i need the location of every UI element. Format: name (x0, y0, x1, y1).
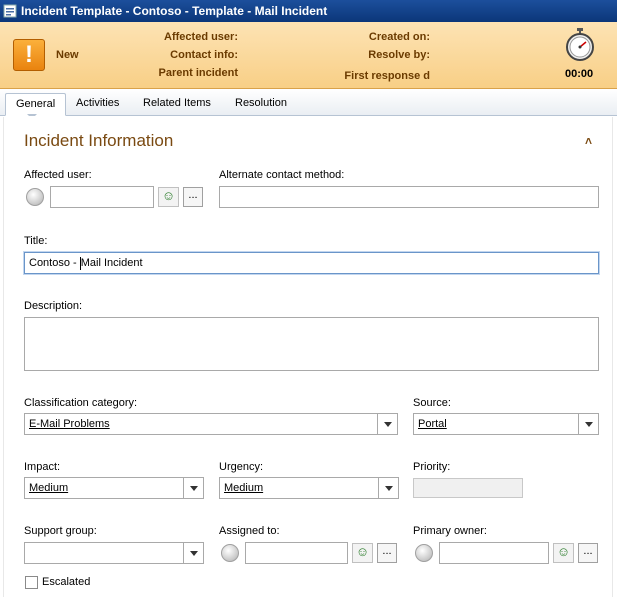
tab-bar (0, 89, 617, 116)
classification-value: E-Mail Problems (29, 418, 110, 430)
user-status-icon (26, 188, 44, 206)
primary-owner-more-button[interactable]: ... (578, 543, 598, 563)
source-select[interactable] (413, 413, 599, 435)
priority-field (413, 478, 523, 498)
affected-user-header-label: Affected user: (164, 31, 238, 43)
impact-select[interactable] (24, 477, 204, 499)
description-label: Description: (24, 300, 83, 312)
chevron-down-icon[interactable] (183, 478, 203, 498)
parent-incident-header-label: Parent incident (158, 67, 238, 79)
user-status-icon (221, 544, 239, 562)
source-label: Source: (413, 397, 451, 409)
description-textarea[interactable] (24, 317, 599, 371)
tab-activities[interactable]: Activities (76, 97, 120, 109)
tab-related-items[interactable]: Related Items (143, 97, 211, 109)
escalated-checkbox[interactable] (25, 576, 38, 589)
affected-user-input[interactable] (50, 186, 154, 208)
classification-select[interactable] (24, 413, 398, 435)
support-group-select[interactable] (24, 542, 204, 564)
urgency-select[interactable] (219, 477, 399, 499)
primary-owner-label: Primary owner: (413, 525, 487, 537)
impact-label: Impact: (24, 461, 61, 473)
incident-header (0, 22, 617, 89)
stopwatch-icon (564, 28, 596, 62)
title-value-start: Contoso - (29, 257, 80, 269)
section-title: Incident Information (24, 131, 174, 150)
impact-value: Medium (29, 482, 69, 494)
alert-icon: ! (13, 39, 45, 71)
title-value-end: Mail Incident (80, 257, 143, 269)
first-response-header-label: First response d (344, 70, 430, 82)
source-value: Portal (418, 418, 447, 430)
priority-label: Priority: (413, 461, 451, 473)
chevron-down-icon[interactable] (183, 543, 203, 563)
incident-form-icon (3, 4, 17, 18)
tab-general[interactable]: General (5, 93, 66, 116)
primary-owner-input[interactable] (439, 542, 549, 564)
affected-user-more-button[interactable]: ... (183, 187, 203, 207)
divider (612, 117, 613, 597)
alternate-contact-label: Alternate contact method: (219, 169, 345, 181)
chevron-down-icon[interactable] (378, 478, 398, 498)
assigned-to-more-button[interactable]: ... (377, 543, 397, 563)
support-group-label: Support group: (24, 525, 97, 537)
created-on-header-label: Created on: (368, 31, 430, 43)
classification-label: Classification category: (24, 397, 138, 409)
timer-value: 00:00 (565, 68, 594, 80)
user-picker-icon[interactable]: ☺ (553, 543, 574, 563)
urgency-label: Urgency: (219, 461, 264, 473)
assigned-to-input[interactable] (245, 542, 348, 564)
resolve-by-header-label: Resolve by: (368, 49, 430, 61)
alternate-contact-input[interactable] (219, 186, 599, 208)
user-picker-icon[interactable]: ☺ (352, 543, 373, 563)
window-title: Incident Template - Contoso - Template - Mail Incident (21, 4, 328, 18)
window-title-bar (0, 0, 617, 22)
chevron-down-icon[interactable] (578, 414, 598, 434)
escalated-label: Escalated (42, 576, 91, 588)
tab-resolution[interactable]: Resolution (235, 97, 287, 109)
status-label: New (56, 49, 79, 61)
contact-info-header-label: Contact info: (170, 49, 238, 61)
collapse-icon[interactable]: ˄ (585, 134, 593, 148)
assigned-to-label: Assigned to: (219, 525, 280, 537)
user-status-icon (415, 544, 433, 562)
title-label: Title: (24, 235, 48, 247)
title-input[interactable] (24, 252, 599, 274)
user-picker-icon[interactable]: ☺ (158, 187, 179, 207)
divider (3, 117, 4, 597)
chevron-down-icon[interactable] (377, 414, 397, 434)
affected-user-label: Affected user: (24, 169, 92, 181)
urgency-value: Medium (224, 482, 264, 494)
